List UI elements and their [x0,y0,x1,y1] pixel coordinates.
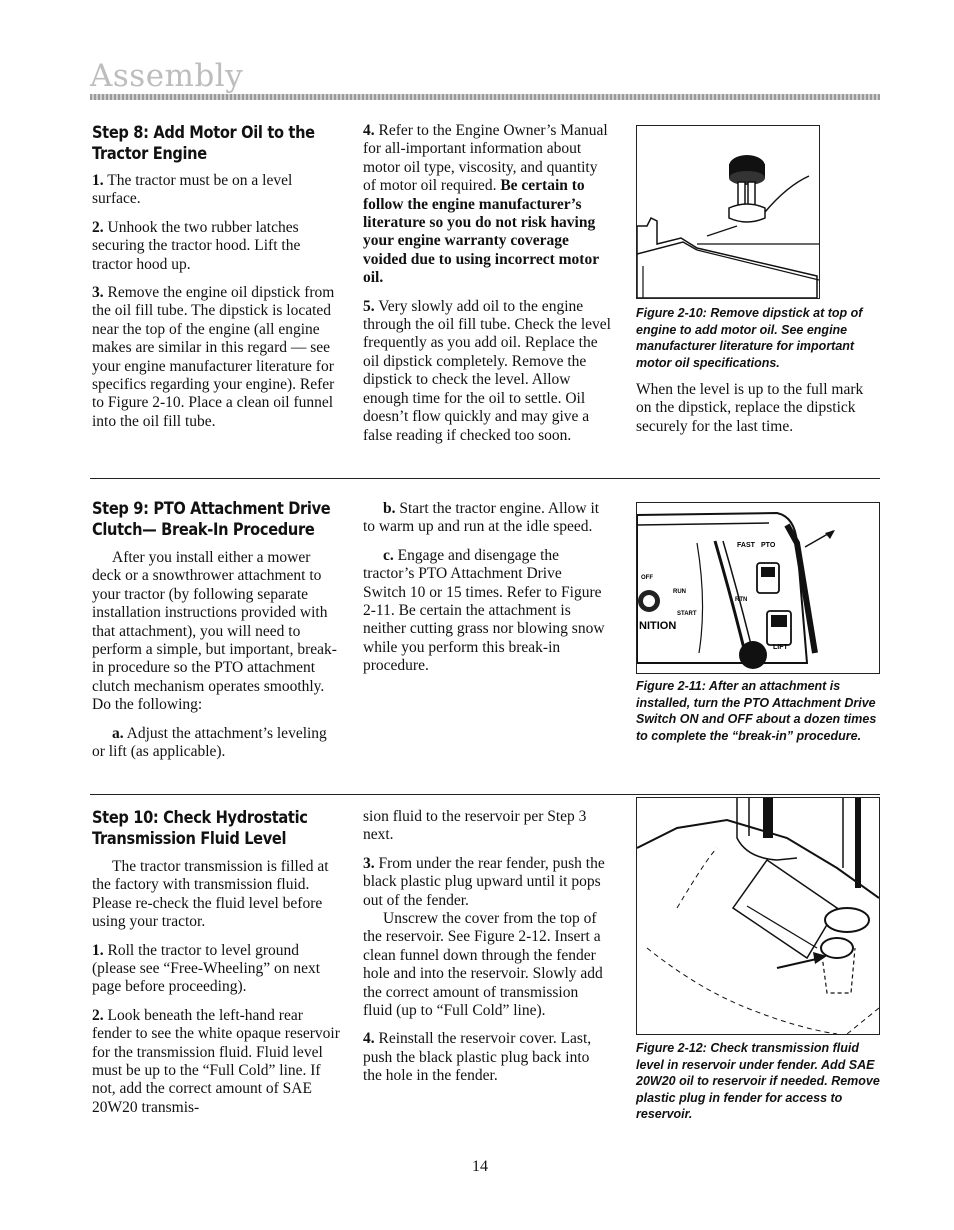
step9-b-label: b. [383,500,396,517]
figure-2-12-reservoir [636,797,880,1035]
label-ignition: NITION [639,620,677,632]
step8-after-text: When the level is up to the full mark on the dipstick, replace the dipstick securely for the last time. [636,381,864,435]
step8-p1-num: 1. [92,172,104,189]
figure-2-10-caption: Figure 2-10: Remove dipstick at top of engine to add motor oil. See engine manufacturer literature for important motor oil specifications. [636,306,863,370]
step8-p5-num: 5. [363,297,375,315]
step10-p3-num: 3. [363,854,375,872]
step9-c-label: c. [383,546,394,564]
step10-heading: Step 10: Check Hydrostatic Transmission Fluid Level [92,808,308,849]
step10-col1 [92,858,340,1117]
figure-2-11-pto-switch [636,502,880,674]
step8-p1: The tractor must be on a level surface. [92,172,293,208]
step10-p1-num: 1. [92,941,104,959]
step10-p3b: Unscrew the cover from the top of the reservoir. See Figure 2-12. Insert a clean funnel down through the fender hole and into the reservoir. Slowly add the correct amount of transmission fluid (up to “Full Cold” line). [363,910,603,1020]
dipstick-illustration [637,126,819,298]
step10-p4: Reinstall the reservoir cover. Last, push the black plastic plug back into the hole in the fender. [363,1030,592,1085]
step8-p3-num: 3. [92,284,104,302]
label-run: RUN [673,589,686,595]
step8-col1 [92,172,342,441]
label-off: OFF [641,575,653,581]
step9-intro: After you install either a mower deck or a snowthrower attachment to your tractor (by following separate installation instructions provided with that attachment), you will need to perform a simple, but important, break-in procedure so the PTO attachment clutch mechanism operates smoothly. Do the following: [92,549,337,714]
step9-col2 [363,500,608,686]
step8-p3: Remove the engine oil dipstick from the oil fill tube. The dipstick is located near the top of the engine (all engine makes are similar in this regard — see your engine manufacturer literature for specifics regarding your engine). Refer to Figure 2-10. Place a clean oil funnel into the oil fill tube. [92,284,335,430]
step10-p2-continued: sion fluid to the reservoir per Step 3 next. [363,808,587,844]
step9-c: Engage and disengage the tractor’s PTO Attachment Drive Switch 10 or 15 times. Refer to Figure 2-11. Be certain the attachment is neither cutting grass nor blowing snow while you perform this break-in procedure. [363,546,605,675]
step9-a: Adjust the attachment’s leveling or lift (as applicable). [92,724,327,761]
figure-2-11-caption: Figure 2-11: After an attachment is installed, turn the PTO Attachment Drive Switch ON and OFF about a dozen times to complete the “break-in” procedure. [636,679,877,743]
page-number: 14 [472,1158,488,1175]
step9-heading: Step 9: PTO Attachment Drive Clutch— Break-In Procedure [92,499,331,540]
label-pto: PTO [761,542,776,549]
step10-p2-first: Look beneath the left-hand rear fender to see the white opaque reservoir for the transmission fluid. Fluid level must be up to the “Full Cold” line. If not, add the correct amount of SAE 20W20 transmis- [92,1006,340,1116]
step8-heading: Step 8: Add Motor Oil to the Tractor Engine [92,123,315,164]
step8-p4-warning: Be certain to follow the engine manufacturer’s literature so you do not risk having your engine warranty coverage voided due to using incorrect motor oil. [363,177,599,287]
section-title: Assembly [90,58,244,94]
step8-p4-num: 4. [363,122,375,139]
step9-b: Start the tractor engine. Allow it to warm up and run at the idle speed. [363,500,600,536]
step8-p2: Unhook the two rubber latches securing the tractor hood. Lift the tractor hood up. [92,218,301,273]
label-lift: LIFT [773,644,788,651]
step9-a-label: a. [112,724,124,742]
step10-p1: Roll the tractor to level ground (please see “Free-Wheeling” on next page before proceeding). [92,941,321,996]
step10-p4-num: 4. [363,1030,375,1048]
label-start: START [677,611,697,617]
step10-p2-num: 2. [92,1006,104,1024]
step9-col1 [92,549,340,771]
label-fast: FAST [737,542,755,549]
figure-2-10-dipstick [636,125,820,299]
step10-p3: From under the rear fender, push the black plastic plug upward until it pops out of the fender. [363,854,605,909]
section-divider [90,478,880,479]
step10-col2 [363,808,608,1096]
step8-col2 [363,122,611,455]
label-rtn: RTN [735,597,748,603]
step8-p2-num: 2. [92,218,104,236]
pto-switch-panel-illustration [637,503,879,673]
step8-p5: Very slowly add oil to the engine through the oil fill tube. Check the level frequently as you add oil. Replace the oil dipstick completely. Remove the dipstick to check the level. Allow enough time for the oil to settle. Oil doesn’t flow quickly and may give a false reading if checked too soon. [363,297,611,444]
step8-p4: Refer to the Engine Owner’s Manual for all-important information about motor oil type, viscosity, and quantity of motor oil required. [363,122,608,195]
header-rule [90,94,880,100]
figure-2-12-caption: Figure 2-12: Check transmission fluid level in reservoir under fender. Add SAE 20W20 oil to reservoir if needed. Remove plastic plug in fender for access to reservoir. [636,1041,880,1121]
step10-intro: The tractor transmission is filled at the factory with transmission fluid. Please re-check the fluid level before using your tractor. [92,858,329,931]
section-divider [90,794,880,795]
transmission-reservoir-illustration [637,798,879,1034]
